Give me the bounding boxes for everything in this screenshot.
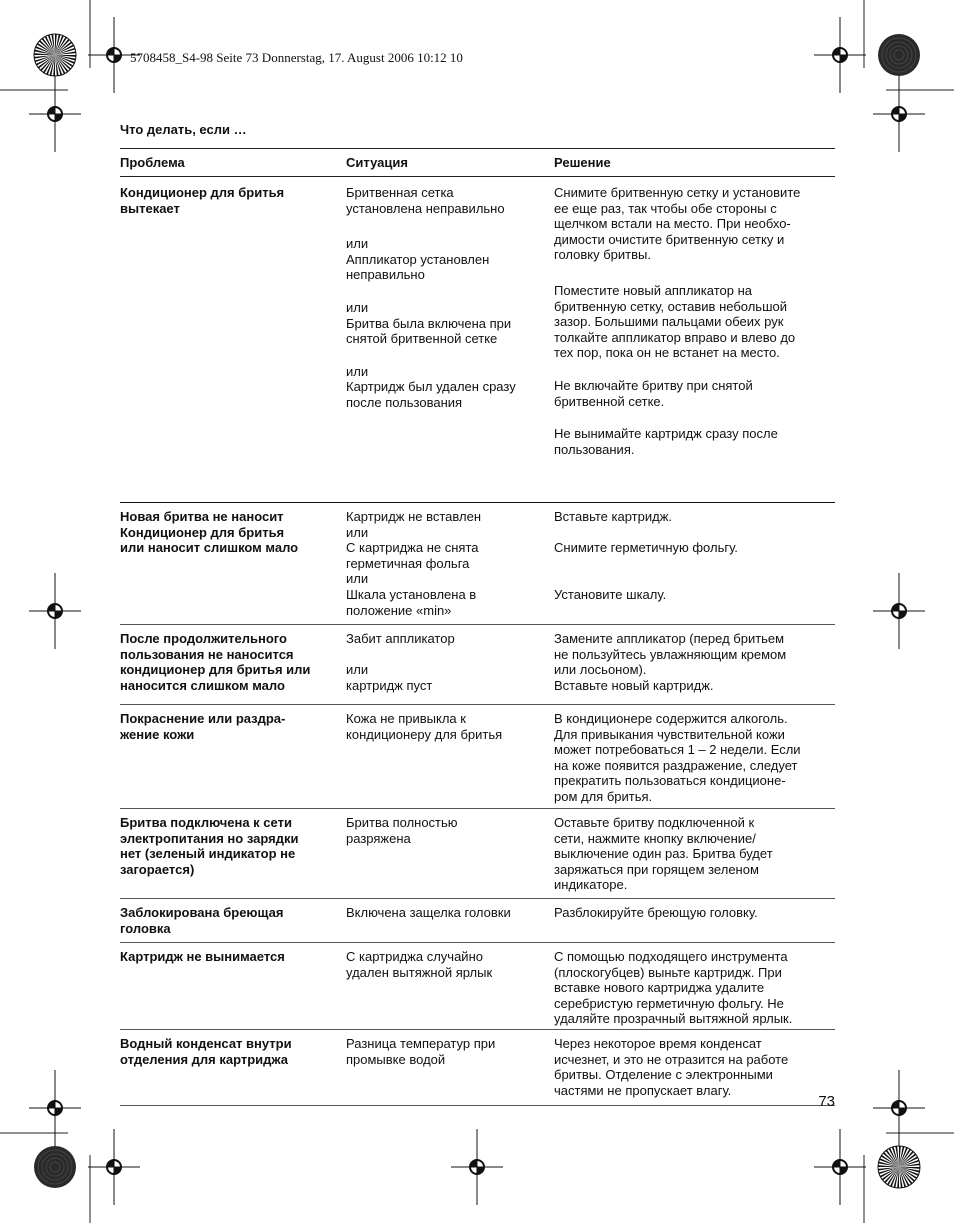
column-header-problem: Проблема: [120, 155, 185, 170]
problem-cell: [120, 711, 346, 742]
dark-disc-mark-top-right: [878, 34, 920, 76]
print-header-text: 5708458_S4-98 Seite 73 Donnerstag, 17. August 2006 10:12 10: [130, 50, 463, 65]
solution-text: Разблокируйте бреющую головку.: [554, 905, 758, 920]
table-row: [120, 809, 835, 899]
problem-cell: [120, 509, 346, 556]
situation-cell: [346, 185, 554, 411]
solution-text: Оставьте бритву подключенной к сети, нажмите кнопку включение/ выключение один раз. Бритва будет заряжаться при горящем зеленом индикаторе.: [554, 815, 773, 893]
registration-target: [873, 573, 925, 649]
table-row: [120, 1030, 835, 1106]
table-header-row: [120, 148, 835, 177]
table-row: [120, 625, 835, 705]
starburst-mark-top-left: [34, 34, 76, 76]
problem-text: Водный конденсат внутри отделения для картриджа: [120, 1036, 292, 1067]
situation-cell: [346, 1036, 554, 1067]
section-title: Что делать, если …: [120, 122, 247, 137]
problem-cell: [120, 631, 346, 693]
registration-target: [451, 1129, 503, 1205]
solution-text: Вставьте картридж. Снимите герметичную фольгу. Установите шкалу.: [554, 509, 738, 602]
situation-text: Картридж не вставлен или С картриджа не снята герметичная фольга или Шкала установлена в положение «min»: [346, 509, 482, 618]
registration-target: [29, 76, 81, 152]
situation-cell: [346, 631, 554, 693]
problem-text: Покраснение или раздра- жение кожи: [120, 711, 286, 742]
solution-cell: [554, 905, 835, 921]
problem-text: Новая бритва не наносит Кондиционер для бритья или наносит слишком мало: [120, 509, 299, 556]
solution-cell: [554, 509, 835, 603]
solution-cell: [554, 631, 835, 693]
dark-disc-mark-bottom-left: [34, 1146, 76, 1188]
problem-cell: [120, 815, 346, 877]
registration-target: [88, 1129, 140, 1205]
solution-cell: [554, 711, 835, 805]
situation-cell: [346, 711, 554, 742]
problem-text: Бритва подключена к сети электропитания но зарядки нет (зеленый индикатор не загорается): [120, 815, 299, 877]
solution-text: В кондиционере содержится алкоголь. Для привыкания чувствительной кожи может потребоваться 1 – 2 недели. Если на коже появится раздражение, следует прекратить пользоваться кондиционе- ром для бритья.: [554, 711, 801, 804]
solution-cell: [554, 1036, 835, 1098]
problem-text: После продолжительного пользования не наносится кондиционер для бритья или наносится слишком мало: [120, 631, 311, 693]
solution-text: С помощью подходящего инструмента (плоскогубцев) выньте картридж. При вставке нового картриджа удалите серебристую герметичную фольгу. Не удаляйте прозрачный вытяжной ярлык.: [554, 949, 793, 1027]
situation-text: Забит аппликатор или картридж пуст: [346, 631, 455, 693]
table-row: [120, 899, 835, 943]
troubleshooting-table: [120, 148, 835, 1106]
solution-text: Через некоторое время конденсат исчезнет, и это не отразится на работе бритвы. Отделение с электронными частями не пропускает влагу.: [554, 1036, 789, 1098]
situation-text: или Картридж был удален сразу после пользования: [346, 363, 516, 410]
situation-text: С картриджа случайно удален вытяжной ярлык: [346, 949, 493, 980]
solution-cell: [554, 949, 835, 1027]
problem-text: Заблокирована бреющая головка: [120, 905, 284, 936]
problem-text: Кондиционер для бритья вытекает: [120, 185, 285, 216]
registration-target: [873, 1070, 925, 1146]
registration-target: [29, 573, 81, 649]
solution-text: Снимите бритвенную сетку и установите ее еще раз, так чтобы обе стороны с щелчком встали на место. При необхо- димости очистите бритвенную сетку и головку бритвы.: [554, 185, 801, 263]
situation-text: Бритвенная сетка установлена неправильно: [346, 185, 505, 216]
table-body: [120, 177, 835, 1106]
solution-text: Не вынимайте картридж сразу после пользования.: [554, 426, 778, 457]
situation-cell: [346, 905, 554, 921]
situation-cell: [346, 509, 554, 618]
registration-target: [814, 1129, 866, 1205]
registration-target: [814, 17, 866, 93]
table-row: [120, 503, 835, 625]
solution-text: Поместите новый аппликатор на бритвенную сетку, оставив небольшой зазор. Большими пальцами обеих рук толкайте аппликатор вправо и влево до тех пор, пока он не встанет на место.: [554, 282, 796, 361]
solution-text: Замените аппликатор (перед бритьем не пользуйтесь увлажняющим кремом или лосьоном). Вставьте новый картридж.: [554, 631, 787, 693]
problem-text: Картридж не вынимается: [120, 949, 285, 964]
solution-text: Не включайте бритву при снятой бритвенной сетке.: [554, 377, 753, 409]
table-row: [120, 943, 835, 1030]
problem-cell: [120, 905, 346, 936]
problem-cell: [120, 185, 346, 236]
page-number: 73: [818, 1093, 835, 1110]
table-row: [120, 177, 835, 503]
situation-text: Бритва полностью разряжена: [346, 815, 458, 846]
table-row: [120, 705, 835, 809]
column-header-solution: Решение: [554, 155, 611, 170]
solution-cell: [554, 815, 835, 893]
situation-cell: [346, 815, 554, 846]
problem-cell: [120, 1036, 346, 1067]
situation-text: Включена защелка головки: [346, 905, 511, 920]
situation-cell: [346, 949, 554, 980]
situation-text: Разница температур при промывке водой: [346, 1036, 496, 1067]
problem-cell: [120, 949, 346, 965]
solution-cell: [554, 185, 835, 457]
situation-text: Кожа не привыкла к кондиционеру для бритья: [346, 711, 503, 742]
situation-text: или Аппликатор установлен неправильно: [346, 236, 490, 283]
column-header-situation: Ситуация: [346, 155, 408, 170]
situation-text: или Бритва была включена при снятой бритвенной сетке: [346, 299, 512, 347]
registration-target: [29, 1070, 81, 1146]
registration-target: [873, 76, 925, 152]
starburst-mark-bottom-right: [878, 1146, 920, 1188]
